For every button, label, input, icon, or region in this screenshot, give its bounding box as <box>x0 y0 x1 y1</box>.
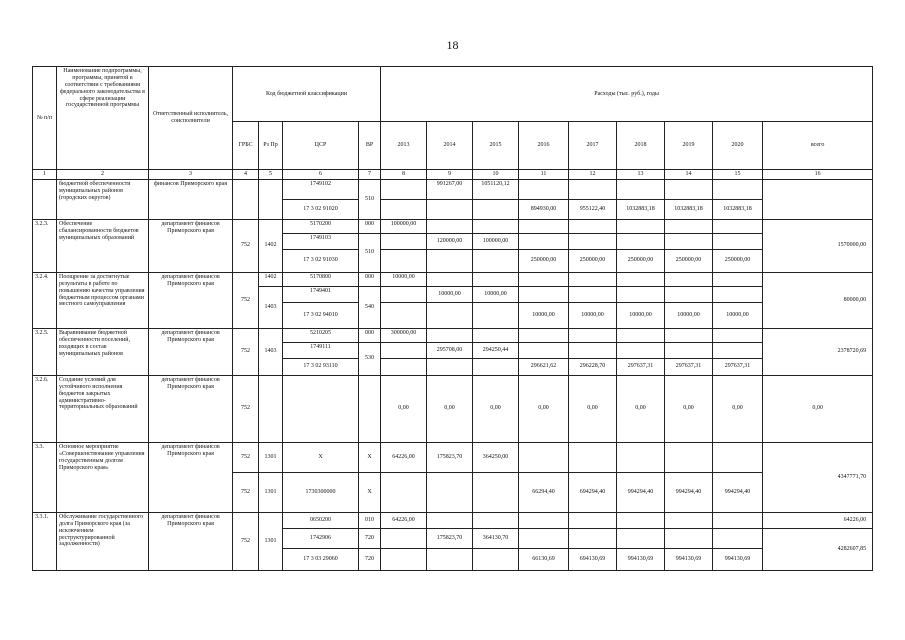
cell-2015: 294250,44 <box>473 342 519 358</box>
cell-2014: 295708,00 <box>427 342 473 358</box>
row-vr <box>359 375 381 442</box>
header-num: № п/п <box>33 67 57 170</box>
cell-2016 <box>519 219 569 233</box>
cell-2014: 10000,00 <box>427 286 473 302</box>
cell-2016 <box>519 342 569 358</box>
cell-2013: 300000,00 <box>381 328 427 342</box>
cell-2015 <box>473 219 519 233</box>
cell-2015 <box>473 199 519 219</box>
row-csr: 5170800 <box>283 272 359 286</box>
col-number: 3 <box>149 170 233 180</box>
cell-2019 <box>665 286 713 302</box>
row-grbs: 752 <box>233 272 259 328</box>
cell-2017 <box>569 286 617 302</box>
page-number: 18 <box>446 38 459 52</box>
cell-2017: 0,00 <box>569 375 617 442</box>
cell-2016: 296621,62 <box>519 358 569 375</box>
row-csr: 17 3 02 91030 <box>283 249 359 272</box>
cell-2014 <box>427 358 473 375</box>
row-num: 3.3.1. <box>33 512 57 570</box>
cell-2019 <box>665 219 713 233</box>
cell-2019: 1032883,18 <box>665 199 713 219</box>
cell-2020: 1032883,18 <box>713 199 763 219</box>
cell-2014: 0,00 <box>427 375 473 442</box>
cell-2016 <box>519 272 569 286</box>
row-csr <box>283 375 359 442</box>
cell-2013 <box>381 179 427 199</box>
row-csr: 0650200 <box>283 512 359 528</box>
cell-2019 <box>665 342 713 358</box>
row-name: Обеспечение сбалансированности бюджетов муниципальных образований <box>57 219 149 272</box>
row-rzpr: 1301 <box>259 442 283 472</box>
table-row <box>33 219 873 233</box>
header-year: 2020 <box>713 122 763 170</box>
cell-2020: 994294,40 <box>713 472 763 512</box>
cell-2019: 297637,31 <box>665 358 713 375</box>
cell-2019 <box>665 528 713 548</box>
cell-2018: 297637,31 <box>617 358 665 375</box>
row-vr: Х <box>359 472 381 512</box>
cell-2015 <box>473 302 519 328</box>
row-csr: 1742906 <box>283 528 359 548</box>
row-rzpr: 1403 <box>259 328 283 375</box>
row-name: Создание условий для устойчивого исполнения бюджетов закрытых административно-территориальных образований <box>57 375 149 442</box>
cell-2018: 1032883,18 <box>617 199 665 219</box>
row-num: 3.3. <box>33 442 57 512</box>
cell-2015: 0,00 <box>473 375 519 442</box>
cell-total: 4282607,85 <box>763 528 873 570</box>
cell-total: 64226,00 <box>763 512 873 528</box>
header-year: 2017 <box>569 122 617 170</box>
cell-2018: 0,00 <box>617 375 665 442</box>
row-num: 3.2.5. <box>33 328 57 375</box>
row-csr: 1730300000 <box>283 472 359 512</box>
row-csr: 17 3 02 91020 <box>283 199 359 219</box>
col-number: 4 <box>233 170 259 180</box>
header-year: 2013 <box>381 122 427 170</box>
cell-2018 <box>617 286 665 302</box>
cell-2013: 10000,00 <box>381 272 427 286</box>
cell-2018: 994294,40 <box>617 472 665 512</box>
cell-total: 80000,00 <box>763 272 873 328</box>
cell-total: 2378720,69 <box>763 328 873 375</box>
header-vr: ВР <box>359 122 381 170</box>
row-vr: 000 <box>359 272 381 286</box>
cell-2016 <box>519 328 569 342</box>
row-vr: 000 <box>359 219 381 233</box>
cell-2017: 10000,00 <box>569 302 617 328</box>
row-name: Обслуживание государственного долга Приморского края (за исключением реструктурированной задолженности) <box>57 512 149 570</box>
header-year: 2019 <box>665 122 713 170</box>
col-number: 6 <box>283 170 359 180</box>
cell-2018: 250000,00 <box>617 249 665 272</box>
cell-2015 <box>473 272 519 286</box>
row-name: Поощрение за достигнутые результаты в работе по повышению качества управления бюджетным процессом органами местного самоуправления <box>57 272 149 328</box>
cell-2015 <box>473 249 519 272</box>
row-name: Выравнивание бюджетной обеспеченности поселений, входящих в состав муниципальных районов <box>57 328 149 375</box>
cell-2018 <box>617 528 665 548</box>
row-responsible: департамент финансов Приморского края <box>149 442 233 512</box>
cell-2019: 994130,69 <box>665 548 713 570</box>
cell-2015 <box>473 472 519 512</box>
header-row <box>33 67 873 122</box>
cell-2020 <box>713 512 763 528</box>
cell-2014 <box>427 199 473 219</box>
cell-2018 <box>617 328 665 342</box>
row-num: 3.2.6. <box>33 375 57 442</box>
cell-total <box>763 179 873 219</box>
cell-2016 <box>519 512 569 528</box>
row-grbs <box>233 179 259 219</box>
row-vr: 000 <box>359 328 381 342</box>
cell-2018 <box>617 512 665 528</box>
col-number: 7 <box>359 170 381 180</box>
row-num <box>33 179 57 219</box>
cell-2019 <box>665 442 713 472</box>
row-vr: 720 <box>359 528 381 548</box>
row-rzpr: 1301 <box>259 512 283 570</box>
row-csr: 5210205 <box>283 328 359 342</box>
cell-2013: 64226,00 <box>381 442 427 472</box>
header-year: 2016 <box>519 122 569 170</box>
header-year: 2015 <box>473 122 519 170</box>
header-rzpr: Рз Пр <box>259 122 283 170</box>
cell-2014 <box>427 548 473 570</box>
header-year: 2014 <box>427 122 473 170</box>
row-grbs: 752 <box>233 375 259 442</box>
row-csr: 1749103 <box>283 233 359 249</box>
row-rzpr: 1402 <box>259 272 283 286</box>
row-vr: 540 <box>359 286 381 328</box>
cell-2013 <box>381 286 427 302</box>
col-number: 10 <box>473 170 519 180</box>
row-rzpr <box>259 179 283 219</box>
cell-2016: 250000,00 <box>519 249 569 272</box>
header-budget-code: Код бюджетной классификации <box>233 67 381 122</box>
cell-2019 <box>665 233 713 249</box>
cell-2019 <box>665 328 713 342</box>
cell-2013: 64226,00 <box>381 512 427 528</box>
cell-2013 <box>381 548 427 570</box>
cell-2020: 250000,00 <box>713 249 763 272</box>
row-num: 3.2.3. <box>33 219 57 272</box>
cell-total: 0,00 <box>763 375 873 442</box>
row-vr: Х <box>359 442 381 472</box>
cell-2014 <box>427 219 473 233</box>
col-number: 12 <box>569 170 617 180</box>
cell-2019: 0,00 <box>665 375 713 442</box>
table-row <box>33 272 873 286</box>
cell-2013 <box>381 302 427 328</box>
cell-2017: 955122,40 <box>569 199 617 219</box>
row-grbs: 752 <box>233 472 259 512</box>
col-number: 1 <box>33 170 57 180</box>
cell-2019 <box>665 512 713 528</box>
row-csr: 17 3 02 94010 <box>283 302 359 328</box>
col-number: 9 <box>427 170 473 180</box>
cell-total: 4347771,70 <box>763 442 873 512</box>
cell-2018 <box>617 272 665 286</box>
row-csr: Х <box>283 442 359 472</box>
row-responsible: департамент финансов Приморского края <box>149 375 233 442</box>
row-rzpr: 1301 <box>259 472 283 512</box>
cell-2020: 10000,00 <box>713 302 763 328</box>
cell-2017 <box>569 219 617 233</box>
cell-2017 <box>569 179 617 199</box>
cell-2014 <box>427 328 473 342</box>
cell-2015: 364130,70 <box>473 528 519 548</box>
header-total: всего <box>763 122 873 170</box>
cell-2015: 100000,00 <box>473 233 519 249</box>
row-csr: 1749111 <box>283 342 359 358</box>
cell-2020 <box>713 286 763 302</box>
row-responsible: департамент финансов Приморского края <box>149 512 233 570</box>
cell-2014 <box>427 302 473 328</box>
cell-2020 <box>713 342 763 358</box>
cell-2018 <box>617 442 665 472</box>
row-name: Основное мероприятие «Совершенствование управления государственным долгом Приморского края» <box>57 442 149 512</box>
cell-2014 <box>427 249 473 272</box>
cell-2020 <box>713 272 763 286</box>
cell-2018: 994130,69 <box>617 548 665 570</box>
col-number: 13 <box>617 170 665 180</box>
header-expenses: Расходы (тыс. руб.), годы <box>381 67 873 122</box>
header-grbs: ГРБС <box>233 122 259 170</box>
table-row <box>33 328 873 342</box>
row-responsible: департамент финансов Приморского края <box>149 328 233 375</box>
col-number: 16 <box>763 170 873 180</box>
cell-2016 <box>519 286 569 302</box>
cell-2013 <box>381 342 427 358</box>
cell-2019: 250000,00 <box>665 249 713 272</box>
cell-2020 <box>713 442 763 472</box>
cell-2013 <box>381 249 427 272</box>
col-number: 8 <box>381 170 427 180</box>
col-number: 2 <box>57 170 149 180</box>
column-numbers-row <box>33 170 873 180</box>
row-vr: 720 <box>359 548 381 570</box>
cell-2017 <box>569 328 617 342</box>
cell-2013: 100000,00 <box>381 219 427 233</box>
row-grbs: 752 <box>233 219 259 272</box>
cell-2017: 296228,70 <box>569 358 617 375</box>
cell-2020: 0,00 <box>713 375 763 442</box>
cell-2019: 10000,00 <box>665 302 713 328</box>
row-num: 3.2.4. <box>33 272 57 328</box>
cell-2018 <box>617 219 665 233</box>
cell-2015 <box>473 328 519 342</box>
row-rzpr: 1403 <box>259 286 283 328</box>
row-csr: 5170200 <box>283 219 359 233</box>
cell-2017 <box>569 528 617 548</box>
row-vr: 010 <box>359 512 381 528</box>
cell-2014: 175823,70 <box>427 528 473 548</box>
cell-2015 <box>473 548 519 570</box>
cell-2017: 694130,69 <box>569 548 617 570</box>
cell-2013 <box>381 233 427 249</box>
cell-2018: 10000,00 <box>617 302 665 328</box>
cell-2013 <box>381 199 427 219</box>
header-year: 2018 <box>617 122 665 170</box>
table-row <box>33 512 873 528</box>
cell-2016 <box>519 233 569 249</box>
col-number: 5 <box>259 170 283 180</box>
cell-2020 <box>713 179 763 199</box>
cell-2018 <box>617 342 665 358</box>
cell-2016: 894930,00 <box>519 199 569 219</box>
cell-2013 <box>381 472 427 512</box>
cell-2019 <box>665 272 713 286</box>
cell-2017 <box>569 342 617 358</box>
cell-2018 <box>617 233 665 249</box>
cell-2016: 66294,40 <box>519 472 569 512</box>
row-vr: 510 <box>359 179 381 219</box>
cell-2019: 994294,40 <box>665 472 713 512</box>
header-responsible: Ответственный исполнитель, соисполнители <box>149 67 233 170</box>
cell-2016: 66130,69 <box>519 548 569 570</box>
cell-2014 <box>427 272 473 286</box>
row-grbs: 752 <box>233 328 259 375</box>
cell-2015: 364250,00 <box>473 442 519 472</box>
cell-2013 <box>381 528 427 548</box>
cell-2017 <box>569 442 617 472</box>
table-row <box>33 442 873 472</box>
cell-2017: 694294,40 <box>569 472 617 512</box>
cell-2016: 0,00 <box>519 375 569 442</box>
cell-2014: 120000,00 <box>427 233 473 249</box>
cell-2013: 0,00 <box>381 375 427 442</box>
cell-2020 <box>713 233 763 249</box>
row-rzpr <box>259 375 283 442</box>
table-row <box>33 375 873 442</box>
row-vr: 530 <box>359 342 381 375</box>
row-csr: 1749401 <box>283 286 359 302</box>
cell-2017: 250000,00 <box>569 249 617 272</box>
row-grbs: 752 <box>233 512 259 570</box>
col-number: 11 <box>519 170 569 180</box>
cell-2020 <box>713 328 763 342</box>
cell-2015 <box>473 512 519 528</box>
cell-2016 <box>519 528 569 548</box>
cell-2016 <box>519 442 569 472</box>
cell-2015: 1051120,12 <box>473 179 519 199</box>
cell-2015 <box>473 358 519 375</box>
cell-2016 <box>519 179 569 199</box>
row-grbs: 752 <box>233 442 259 472</box>
cell-2016: 10000,00 <box>519 302 569 328</box>
cell-2017 <box>569 233 617 249</box>
header-csr: ЦСР <box>283 122 359 170</box>
cell-2017 <box>569 512 617 528</box>
cell-2020: 994130,69 <box>713 548 763 570</box>
row-responsible: департамент финансов Приморского края <box>149 272 233 328</box>
cell-2020: 297637,31 <box>713 358 763 375</box>
row-csr: 1749102 <box>283 179 359 199</box>
row-name: бюджетной обеспеченности муниципальных районов (городских округов) <box>57 179 149 219</box>
col-number: 15 <box>713 170 763 180</box>
cell-total: 1570000,00 <box>763 219 873 272</box>
cell-2018 <box>617 179 665 199</box>
cell-2013 <box>381 358 427 375</box>
cell-2014: 175823,70 <box>427 442 473 472</box>
row-vr: 510 <box>359 233 381 272</box>
cell-2014 <box>427 512 473 528</box>
cell-2015: 10000,00 <box>473 286 519 302</box>
cell-2019 <box>665 179 713 199</box>
table-row <box>33 179 873 199</box>
row-responsible: департамент финансов Приморского края <box>149 219 233 272</box>
row-responsible: финансов Приморского края <box>149 179 233 219</box>
row-csr: 17 3 03 29060 <box>283 548 359 570</box>
header-name: Наименование подпрограммы, программы, принятой в соответствии с требованиями федерального законодательства в сфере реализации государственной программы <box>57 67 149 170</box>
cell-2014 <box>427 472 473 512</box>
cell-2020 <box>713 528 763 548</box>
cell-2017 <box>569 272 617 286</box>
budget-table <box>32 66 873 571</box>
col-number: 14 <box>665 170 713 180</box>
row-rzpr: 1402 <box>259 219 283 272</box>
cell-2014: 991267,00 <box>427 179 473 199</box>
cell-2020 <box>713 219 763 233</box>
row-csr: 17 3 02 93110 <box>283 358 359 375</box>
